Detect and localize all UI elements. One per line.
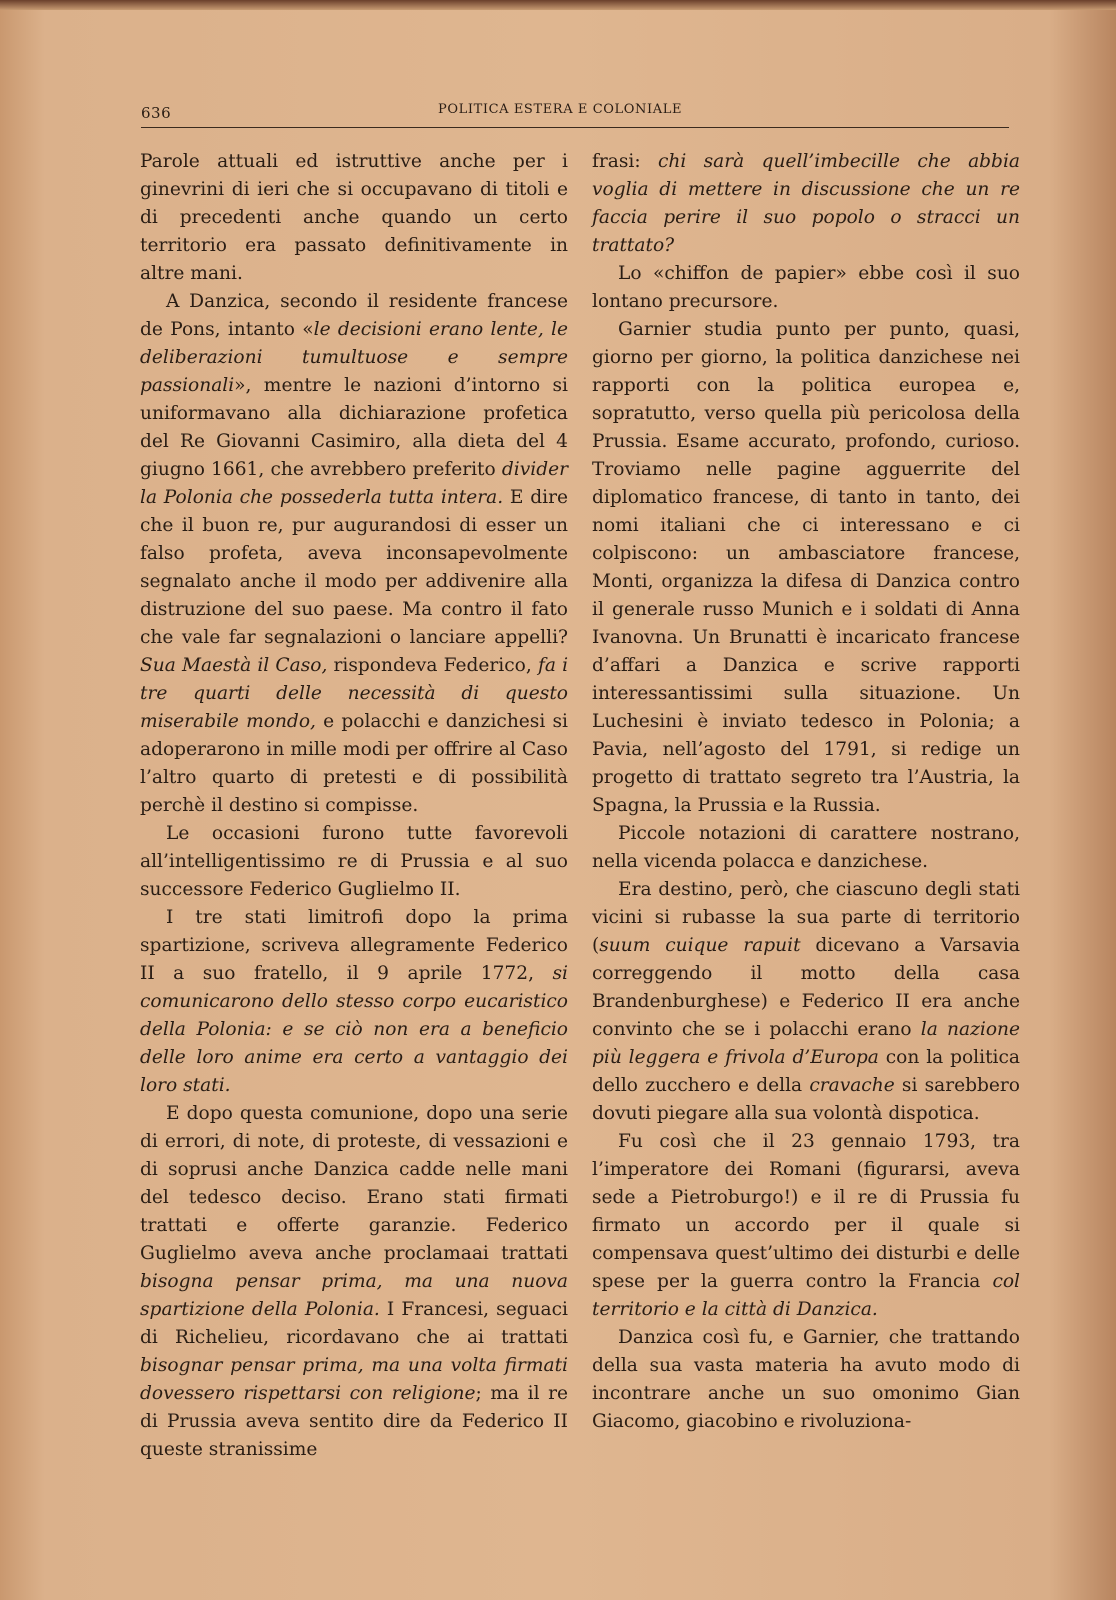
italic-phrase: le decisioni erano lente, le deliberazioni tumultuose e sempre passionali (140, 319, 569, 396)
header-rule (141, 127, 1009, 128)
italic-phrase: Sua Maestà il Caso, (140, 655, 328, 676)
italic-phrase: suum cuique rapuit (599, 935, 801, 956)
italic-phrase: divider la Polonia che possederla tutta intera. (140, 459, 568, 508)
italic-phrase: si comunicarono dello stesso corpo eucaristico della Polonia: e se ciò non era a beneficio delle loro anime era certo a vantaggio dei loro stati. (140, 963, 568, 1096)
paragraph: A Danzica, secondo il residente francese de Pons, intanto «le decisioni erano lente, le deliberazioni tumultuose e sempre passionali», mentre le nazioni d’intorno si uniformavano alla dichiarazione profetica del Re Giovanni Casimiro, alla dieta del 4 giugno 1661, che avrebbero preferito divider la Polonia che possederla tutta intera. E dire che il buon re, pur augurandosi di esser un falso profeta, aveva inconsapevolmente segnalato anche il modo per addivenire alla distruzione del suo paese. Ma contro il fato che vale far segnalazioni o lanciare appelli? Sua Maestà il Caso, rispondeva Federico, fa i tre quarti delle necessità di questo miserabile mondo, e polacchi e danzichesi si adoperarono in mille modi per offrire al Caso l’altro quarto di pretesti e di possibilità perchè il destino si compisse. (140, 291, 569, 816)
italic-phrase: cravache (809, 1075, 895, 1096)
italic-phrase: col territorio e la città di Danzica. (592, 1271, 1020, 1320)
italic-phrase: bisogna pensar prima, ma una nuova spartizione della Polonia. (140, 1271, 568, 1320)
paragraph: Danzica così fu, e Garnier, che trattando della sua vasta materia ha avuto modo di incontrare anche un suo omonimo Gian Giacomo, giacobino e rivoluziona- (592, 1327, 1020, 1432)
paragraph: I tre stati limitrofi dopo la prima spartizione, scriveva allegramente Federico II a suo fratello, il 9 aprile 1772, si comunicarono dello stesso corpo eucaristico della Polonia: e se ciò non era a beneficio delle loro anime era certo a vantaggio dei loro stati. (140, 907, 568, 1096)
paragraph: Parole attuali ed istruttive anche per i ginevrini di ieri che si occupavano di titoli e di precedenti anche quando un certo territorio era passato definitivamente in altre mani. (140, 151, 568, 284)
paragraph: Piccole notazioni di carattere nostrano, nella vicenda polacca e danzichese. (592, 823, 1020, 872)
page-header (141, 96, 1009, 126)
paragraph: Garnier studia punto per punto, quasi, giorno per giorno, la politica danzichese nei rapporti con la politica europea e, sopratutto, verso quella più pericolosa della Prussia. Esame accurato, profondo, curioso. Troviamo nelle pagine agguerrite del diplomatico francese, di tanto in tanto, dei nomi italiani che ci interessano e ci colpiscono: un ambasciatore francese, Monti, organizza la difesa di Danzica contro il generale russo Munich e i soldati di Anna Ivanovna. Un Brunatti è incaricato francese d’affari a Danzica e scrive rapporti interessantissimi sulla situazione. Un Luchesini è inviato tedesco in Polonia; a Pavia, nell’agosto del 1791, si redige un progetto di trattato segreto tra l’Austria, la Spagna, la Prussia e la Russia. (592, 319, 1020, 816)
paragraph: Lo «chiffon de papier» ebbe così il suo lontano precursore. (592, 263, 1020, 312)
paragraph: frasi: chi sarà quell’imbecille che abbia voglia di mettere in discussione che un re faccia perire il suo popolo o stracci un trattato? (592, 151, 1020, 256)
paragraph: Era destino, però, che ciascuno degli stati vicini si rubasse la sua parte di territorio (suum cuique rapuit dicevano a Varsavia correggendo il motto della casa Brandenburghese) e Federico II era anche convinto che se i polacchi erano la nazione più leggera e frivola d’Europa con la politica dello zucchero e della cravache si sarebbero dovuti piegare alla sua volontà dispotica. (592, 879, 1021, 1124)
paragraph: Le occasioni furono tutte favorevoli all’intelligentissimo re di Prussia e al suo successore Federico Guglielmo II. (140, 823, 568, 900)
page-top-edge (0, 0, 1116, 10)
paragraph: Fu così che il 23 gennaio 1793, tra l’imperatore dei Romani (figurarsi, aveva sede a Pietroburgo!) e il re di Prussia fu firmato un accordo per il quale si compensava quest’ultimo dei disturbi e delle spese per la guerra contro la Francia col territorio e la città di Danzica. (592, 1131, 1020, 1320)
italic-phrase: bisognar pensar prima, ma una volta firmati dovessero rispettarsi con religione (140, 1355, 568, 1404)
left-column (140, 148, 568, 1464)
page-number: 636 (141, 104, 172, 122)
right-column (592, 148, 1020, 1436)
italic-phrase: chi sarà quell’imbecille che abbia voglia di mettere in discussione che un re faccia perire il suo popolo o stracci un trattato? (592, 151, 1020, 256)
running-title: POLITICA ESTERA E COLONIALE (438, 102, 683, 117)
paragraph: E dopo questa comunione, dopo una serie di errori, di note, di proteste, di vessazioni e di soprusi anche Danzica cadde nelle mani del tedesco deciso. Erano stati firmati trattati e offerte garanzie. Federico Guglielmo aveva anche proclamaai trattati bisogna pensar prima, ma una nuova spartizione della Polonia. I Francesi, seguaci di Richelieu, ricordavano che ai trattati bisognar pensar prima, ma una volta firmati dovessero rispettarsi con religione; ma il re di Prussia aveva sentito dire da Federico II queste stranissime (140, 1103, 568, 1460)
italic-phrase: la nazione più leggera e frivola d’Europa (592, 1019, 1020, 1068)
italic-phrase: fa i tre quarti delle necessità di questo miserabile mondo, (140, 655, 569, 732)
